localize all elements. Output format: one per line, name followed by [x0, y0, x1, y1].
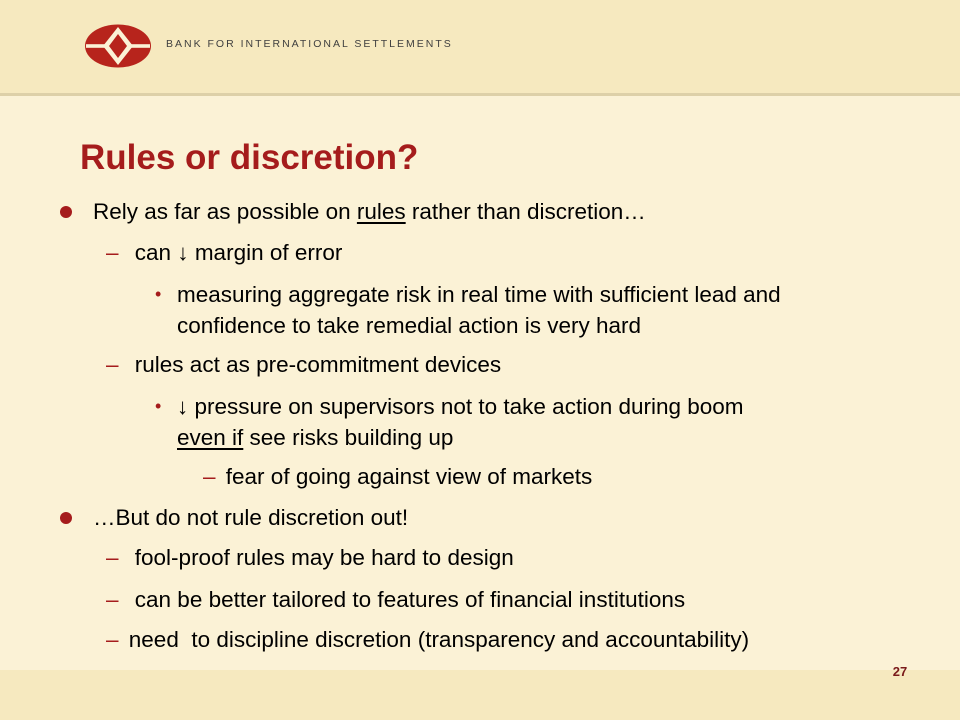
sub-bullet-1 — [106, 237, 342, 268]
tertiary-item-1-line-1: measuring aggregate risk in real time with sufficient lead and — [177, 282, 781, 307]
small-bullet: • — [155, 396, 162, 416]
bullet-2: …But do not rule discretion out! — [93, 505, 409, 530]
dash-marker: – — [106, 587, 119, 612]
tertiary-item-2-text: pressure on supervisors not to take action during boom — [188, 394, 744, 419]
underlined-rules: rules — [356, 199, 406, 224]
org-name: BANK FOR INTERNATIONAL SETTLEMENTS — [166, 38, 453, 50]
sub-bullet-5-text: need to discipline discretion (transparency and accountability) — [128, 627, 750, 652]
dash-marker: – — [106, 627, 119, 652]
dash-marker: – — [106, 545, 119, 570]
tertiary-item-2-line-2 — [177, 422, 453, 453]
sub-bullet-2 — [106, 349, 501, 380]
slide-title: Rules or discretion? — [80, 138, 419, 177]
bullet-1-text-end: rather than discretion… — [405, 199, 646, 224]
slide-footer — [0, 670, 960, 720]
sub-bullet-4 — [106, 584, 685, 615]
tertiary-item-2-text-end: see risks building up — [243, 425, 454, 450]
sub-bullet-1-text-end: margin of error — [188, 240, 343, 265]
small-bullet: • — [155, 284, 162, 304]
underlined-even-if: even if — [177, 425, 244, 450]
tertiary-item-1-line-2: confidence to take remedial action is very hard — [177, 313, 641, 338]
page-number: 27 — [892, 664, 908, 679]
sub-bullet-2-text: rules act as pre-commitment devices — [134, 352, 502, 377]
dash-marker: – — [106, 240, 119, 265]
sub-bullet-4-text: can be better tailored to features of financial institutions — [134, 587, 686, 612]
sub-bullet-5 — [106, 624, 749, 655]
quaternary-item-1-text: fear of going against view of markets — [225, 464, 593, 489]
bullet-1 — [93, 196, 646, 227]
dash-marker: – — [203, 464, 216, 489]
sub-bullet-3-text: fool-proof rules may be hard to design — [134, 545, 514, 570]
bullet-dot — [60, 206, 72, 218]
bullet-dot — [60, 512, 72, 524]
tertiary-item-2-line-1 — [177, 391, 744, 422]
slide-header — [0, 0, 960, 96]
down-arrow-icon: ↓ — [177, 240, 189, 265]
dash-marker: – — [106, 352, 119, 377]
down-arrow-icon: ↓ — [177, 394, 189, 419]
sub-bullet-3 — [106, 542, 514, 573]
quaternary-item-1 — [203, 461, 592, 492]
sub-bullet-1-text: can — [134, 240, 178, 265]
bis-logo-icon — [84, 23, 152, 69]
bullet-1-text: Rely as far as possible on — [93, 199, 357, 224]
